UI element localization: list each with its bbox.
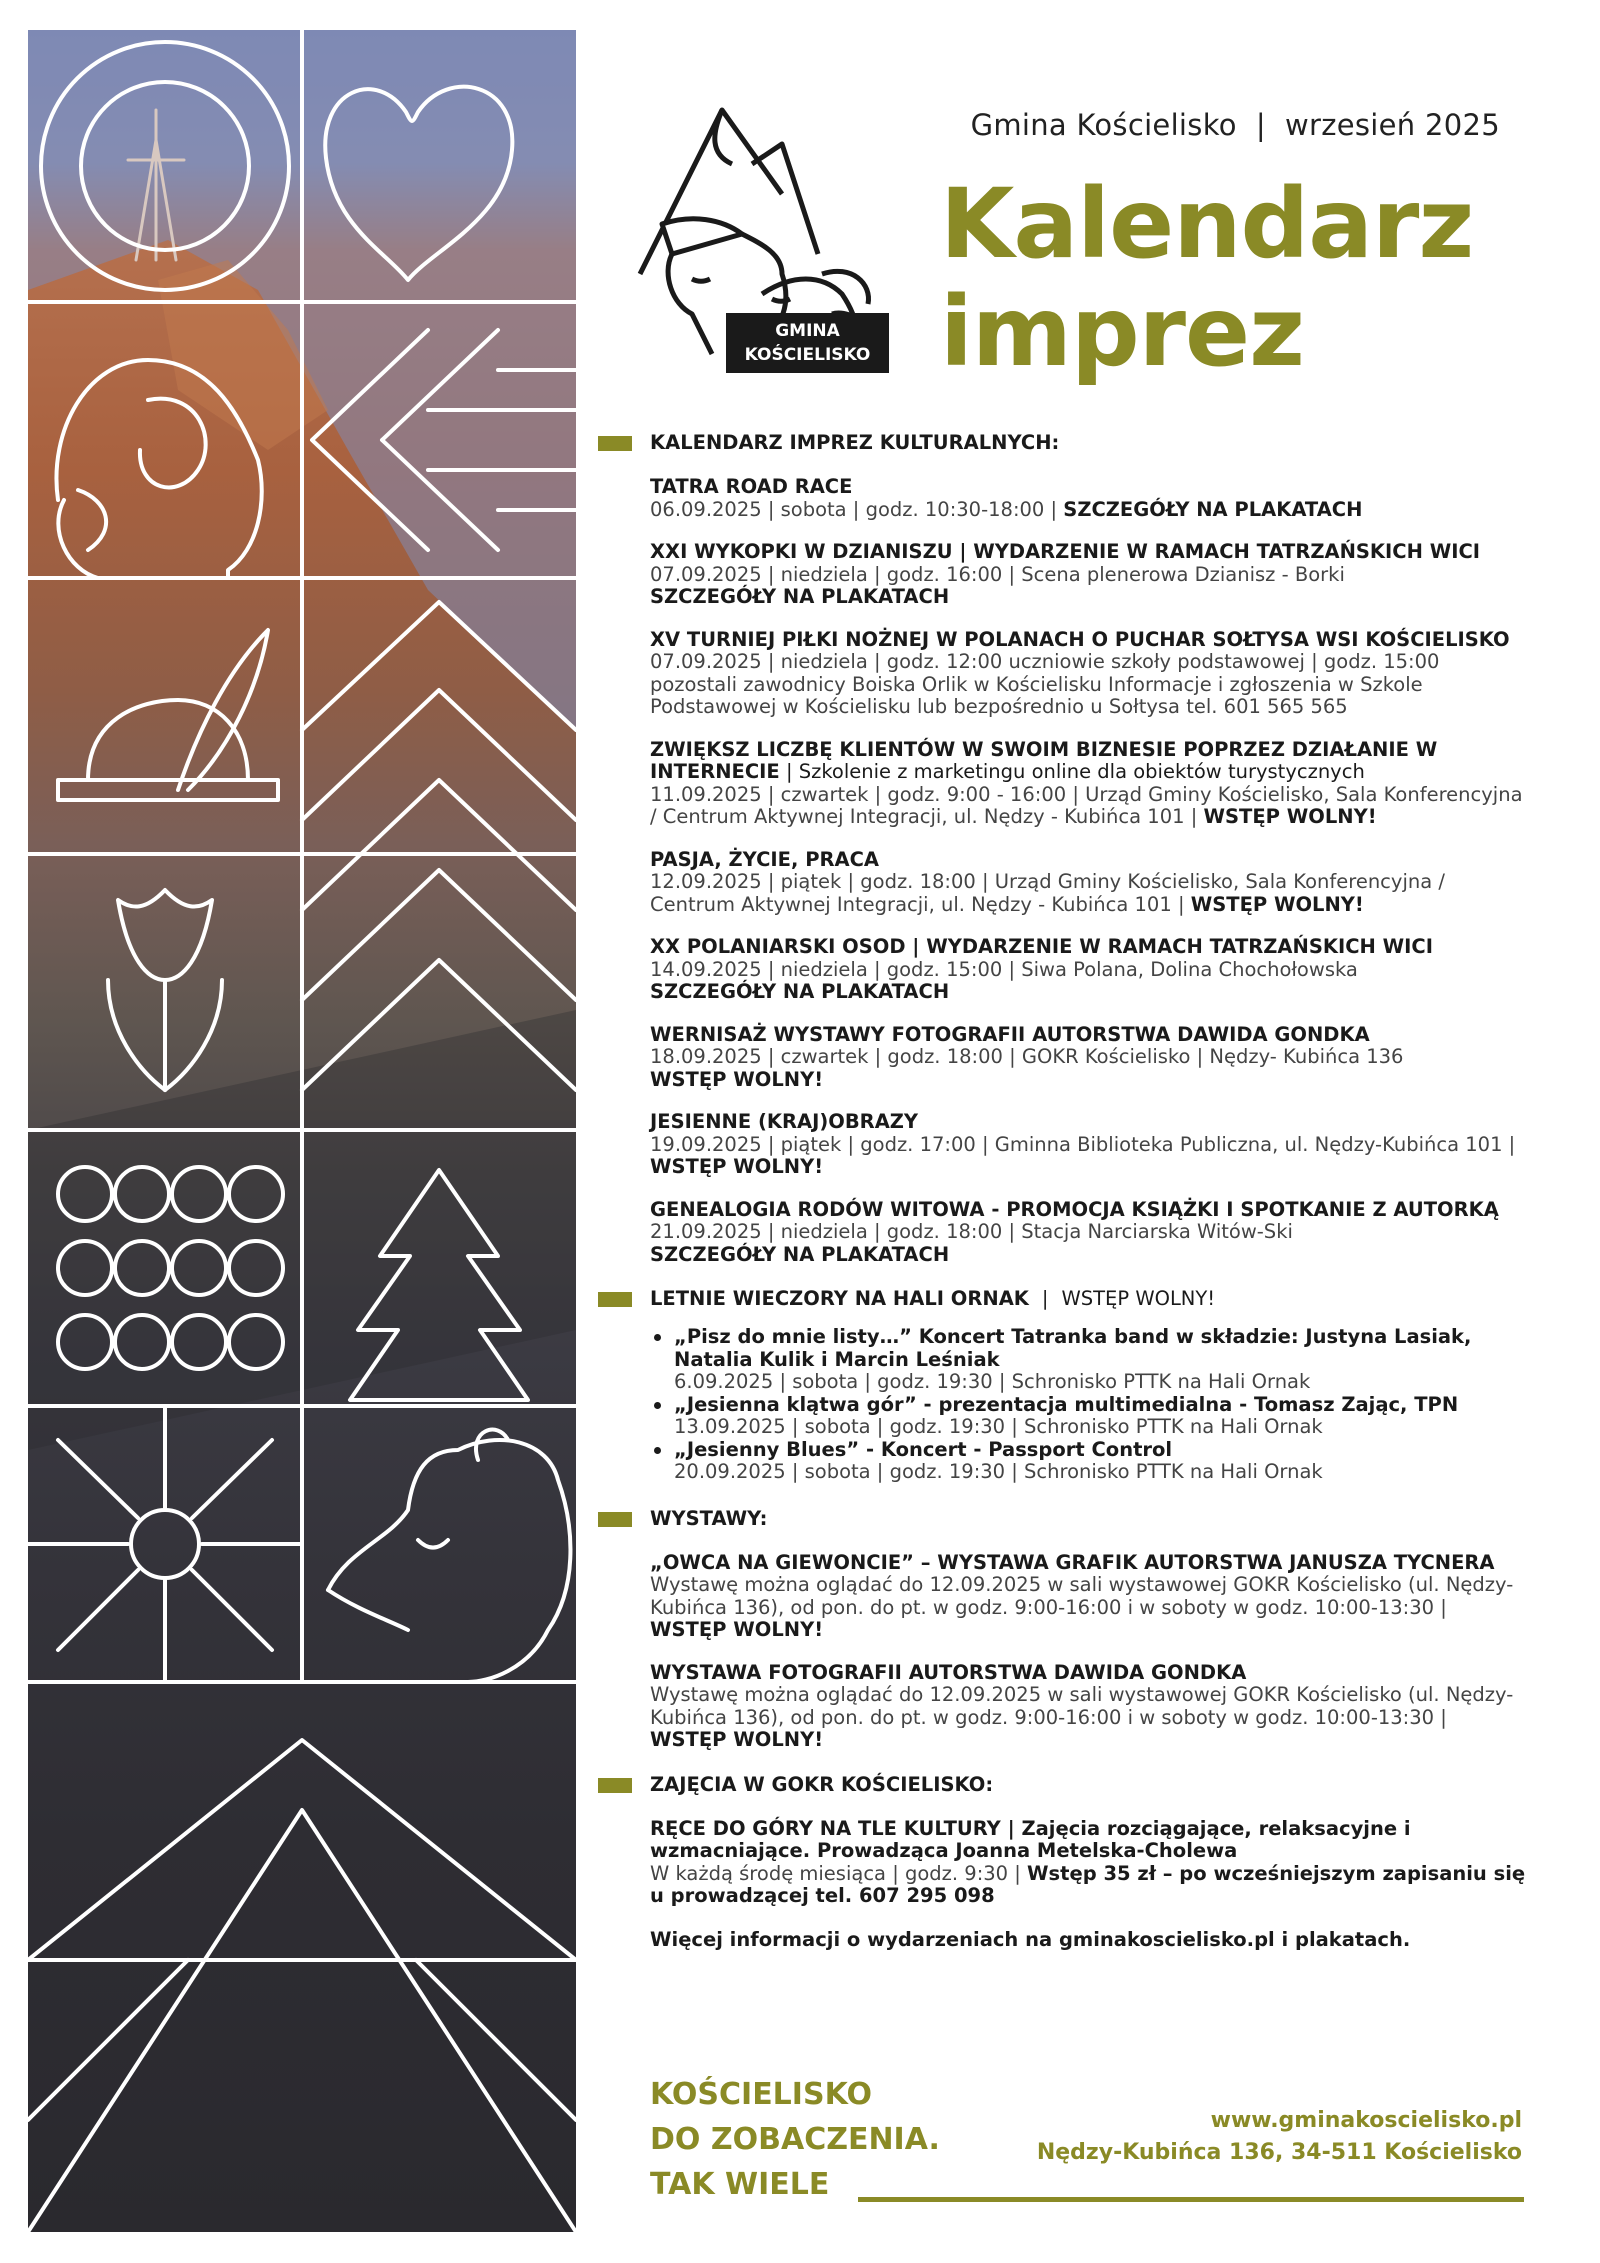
event-note: WSTĘP WOLNY!	[1203, 805, 1377, 828]
event-note: WSTĘP WOLNY!	[650, 1155, 824, 1178]
event-title: JESIENNE (KRAJ)OBRAZY	[650, 1110, 919, 1133]
list-item-title: „Jesienna klątwa gór” - prezentacja multimedialna - Tomasz Zając, TPN	[674, 1392, 1459, 1416]
event-note: WSTĘP WOLNY!	[650, 1618, 824, 1641]
list-item-title: „Jesienny Blues” - Koncert - Passport Control	[674, 1437, 1173, 1461]
calendar-content	[598, 430, 1528, 1951]
event-item	[598, 1024, 1528, 1092]
address: Nędzy-Kubińca 136, 34-511 Kościelisko	[1036, 2140, 1522, 2165]
bear-icon	[328, 1430, 570, 1682]
section-heading-cultural	[598, 430, 1528, 456]
event-details	[650, 564, 1528, 609]
section-marker	[598, 1778, 632, 1793]
list-item-title: „Pisz do mnie listy…” Koncert Tatranka band w składzie: Justyna Lasiak, Natalia Kulik i Marcin Leśniak	[674, 1325, 1472, 1371]
event-details-text: 11.09.2025 | czwartek | godz. 9:00 - 16:00 | Urząd Gminy Kościelisko, Sala Konferencyjna / Centrum Aktywnej Integracji, ul. Nędzy - Kubińca 101 |	[650, 782, 1523, 828]
section-heading-text: LETNIE WIECZORY NA HALI ORNAK	[650, 1287, 1029, 1310]
event-note: Wstęp 35 zł – po wcześniejszym zapisaniu się u prowadzącej tel. 607 295 098	[650, 1861, 1526, 1907]
event-details	[650, 871, 1528, 916]
event-item	[598, 541, 1528, 609]
event-title: WERNISAŻ WYSTAWY FOTOGRAFII AUTORSTWA DAWIDA GONDKA	[650, 1022, 1370, 1046]
header-meta	[971, 108, 1500, 142]
event-note: SZCZEGÓŁY NA PLAKATACH	[650, 1242, 950, 1266]
section-heading-extra: WSTĘP WOLNY!	[1061, 1287, 1216, 1310]
event-details	[650, 651, 1528, 719]
event-title	[650, 739, 1528, 784]
event-item	[598, 936, 1528, 1004]
event-item	[598, 476, 1528, 521]
event-details-text: 18.09.2025 | czwartek | godz. 18:00 | GOKR Kościelisko | Nędzy- Kubińca 136	[650, 1045, 1404, 1068]
event-note: SZCZEGÓŁY NA PLAKATACH	[650, 980, 950, 1003]
section-heading-separator: |	[1035, 1287, 1055, 1310]
event-item	[598, 739, 1528, 829]
organization-name: Gmina Kościelisko	[970, 108, 1237, 142]
decorative-strip	[28, 30, 576, 2232]
event-item	[598, 1199, 1528, 1267]
event-details	[650, 1046, 1528, 1091]
section-heading-text: KALENDARZ IMPREZ KULTURALNYCH:	[650, 431, 1060, 454]
event-title: XX POLANIARSKI OSOD | WYDARZENIE W RAMACH TATRZAŃSKICH WICI	[650, 935, 1433, 958]
event-details-text: 07.09.2025 | niedziela | godz. 12:00 uczniowie szkoły podstawowej | godz. 15:00 pozostali zawodnicy Boiska Orlik w Kościelisku Informacje i zgłoszenia w Szkole Podstawowej w Kościelisku lub bezpośrednio u Sołtysa tel. 601 565 565	[650, 650, 1440, 718]
event-details-text: W każdą środę miesiąca | godz. 9:30 |	[650, 1861, 1021, 1885]
event-title: XV TURNIEJ PIŁKI NOŻNEJ W POLANACH O PUCHAR SOŁTYSA WSI KOŚCIELISKO	[650, 627, 1510, 651]
footer-contact	[1037, 2105, 1522, 2169]
event-details-text: 19.09.2025 | piątek | godz. 17:00 | Gminna Biblioteka Publiczna, ul. Nędzy-Kubińca 101 |	[650, 1132, 1516, 1156]
header-separator: |	[1246, 108, 1276, 142]
footer-divider	[858, 2197, 1524, 2202]
event-details	[650, 1574, 1528, 1642]
event-details-text: 21.09.2025 | niedziela | godz. 18:00 | Stacja Narciarska Witów-Ski	[650, 1220, 1293, 1243]
issue-month: wrzesień 2025	[1284, 108, 1500, 142]
event-details	[650, 499, 1528, 522]
event-details	[650, 1221, 1528, 1266]
page-title-line2: imprez	[940, 276, 1304, 388]
event-title: „OWCA NA GIEWONCIE” – WYSTAWA GRAFIK AUTORSTWA JANUSZA TYCNERA	[650, 1550, 1495, 1574]
tulip-icon	[108, 890, 222, 1090]
event-details	[650, 959, 1528, 1004]
slogan-line1: KOŚCIELISKO	[650, 2077, 872, 2112]
section-heading-text: WYSTAWY:	[650, 1506, 768, 1530]
event-note: SZCZEGÓŁY NA PLAKATACH	[650, 585, 950, 608]
footer-slogan	[650, 2072, 940, 2207]
website-link[interactable]: www.gminakoscielisko.pl	[1210, 2108, 1522, 2133]
event-details	[650, 1863, 1528, 1908]
section-heading-classes	[598, 1772, 1528, 1798]
mountain-peak-icon	[28, 1740, 576, 2232]
event-details-text: 14.09.2025 | niedziela | godz. 15:00 | Siwa Polana, Dolina Chochołowska	[650, 957, 1358, 981]
list-item-details: 6.09.2025 | sobota | godz. 19:30 | Schronisko PTTK na Hali Ornak	[674, 1370, 1311, 1393]
slogan-line3: TAK WIELE	[650, 2167, 830, 2202]
event-item	[598, 1552, 1528, 1642]
event-details-text: 12.09.2025 | piątek | godz. 18:00 | Urząd Gminy Kościelisko, Sala Konferencyjna / Centrum Aktywnej Integracji, ul. Nędzy - Kubińca 101 |	[650, 870, 1445, 916]
event-details-text: 06.09.2025 | sobota | godz. 10:30-18:00 |	[650, 497, 1058, 521]
event-details-text: 07.09.2025 | niedziela | godz. 16:00 | Scena plenerowa Dzianisz - Borki	[650, 562, 1345, 586]
event-item	[598, 849, 1528, 917]
section-heading-text: ZAJĘCIA W GOKR KOŚCIELISKO:	[650, 1772, 994, 1796]
event-details	[650, 1684, 1528, 1752]
event-title: GENEALOGIA RODÓW WITOWA - PROMOCJA KSIĄŻKI I SPOTKANIE Z AUTORKĄ	[650, 1197, 1499, 1221]
strip-icons	[28, 30, 576, 2232]
more-info-note: Więcej informacji o wydarzeniach na gminakoscielisko.pl i plakatach.	[650, 1927, 1411, 1951]
event-details	[650, 1134, 1528, 1179]
section-heading-exhibitions	[598, 1506, 1528, 1532]
event-title-text: ZWIĘKSZ LICZBĘ KLIENTÓW W SWOIM BIZNESIE POPRZEZ DZIAŁANIE W INTERNECIE	[650, 737, 1438, 783]
slogan-line2: DO ZOBACZENIA.	[650, 2122, 940, 2157]
sun-icon	[28, 1406, 302, 1682]
event-note: WSTĘP WOLNY!	[650, 1728, 824, 1751]
logo-text-line2: KOŚCIELISKO	[744, 345, 871, 365]
list-item	[650, 1394, 1528, 1439]
event-title: TATRA ROAD RACE	[650, 475, 853, 498]
event-note: SZCZEGÓŁY NA PLAKATACH	[1063, 497, 1363, 521]
event-details	[650, 784, 1528, 829]
section-marker	[598, 1512, 632, 1527]
event-title: WYSTAWA FOTOGRAFII AUTORSTWA DAWIDA GONDKA	[650, 1660, 1247, 1684]
section-marker	[598, 1292, 632, 1307]
logo-badge	[726, 313, 889, 373]
section-marker	[598, 436, 632, 451]
logo-text-line1: GMINA	[775, 321, 840, 341]
list-item-details: 13.09.2025 | sobota | godz. 19:30 | Schronisko PTTK na Hali Ornak	[674, 1415, 1323, 1438]
event-item	[598, 1818, 1528, 1908]
page-title	[940, 170, 1560, 386]
list-item	[650, 1326, 1528, 1394]
event-item	[598, 1111, 1528, 1179]
event-note: WSTĘP WOLNY!	[650, 1067, 824, 1091]
list-item-details: 20.09.2025 | sobota | godz. 19:30 | Schronisko PTTK na Hali Ornak	[674, 1460, 1323, 1483]
event-title: RĘCE DO GÓRY NA TLE KULTURY | Zajęcia rozciągające, relaksacyjne i wzmacniające. Prowadząca Joanna Metelska-Cholewa	[650, 1816, 1411, 1862]
page-title-line1: Kalendarz	[940, 168, 1474, 280]
event-details-text: Wystawę można oglądać do 12.09.2025 w sali wystawowej GOKR Kościelisko (ul. Nędzy- Kubińca 136), od pon. do pt. w godz. 9:00-16:00 i w soboty w godz. 10:00-13:30 |	[650, 1683, 1514, 1729]
section-heading-hala-ornak	[598, 1286, 1528, 1312]
hat-with-feather-icon	[58, 630, 278, 800]
event-item	[598, 1662, 1528, 1752]
event-note: WSTĘP WOLNY!	[1190, 892, 1364, 916]
event-title-extra: | Szkolenie z marketingu online dla obiektów turystycznych	[779, 760, 1365, 783]
event-item	[598, 629, 1528, 719]
list-item	[650, 1439, 1528, 1484]
event-title: PASJA, ŻYCIE, PRACA	[650, 847, 879, 871]
event-details-text: Wystawę można oglądać do 12.09.2025 w sali wystawowej GOKR Kościelisko (ul. Nędzy- Kubińca 136), od pon. do pt. w godz. 9:00-16:00 i w soboty w godz. 10:00-13:30 |	[650, 1573, 1514, 1619]
event-title: XXI WYKOPKI W DZIANISZU | WYDARZENIE W RAMACH TATRZAŃSKICH WICI	[650, 540, 1481, 563]
concert-list	[598, 1326, 1528, 1484]
